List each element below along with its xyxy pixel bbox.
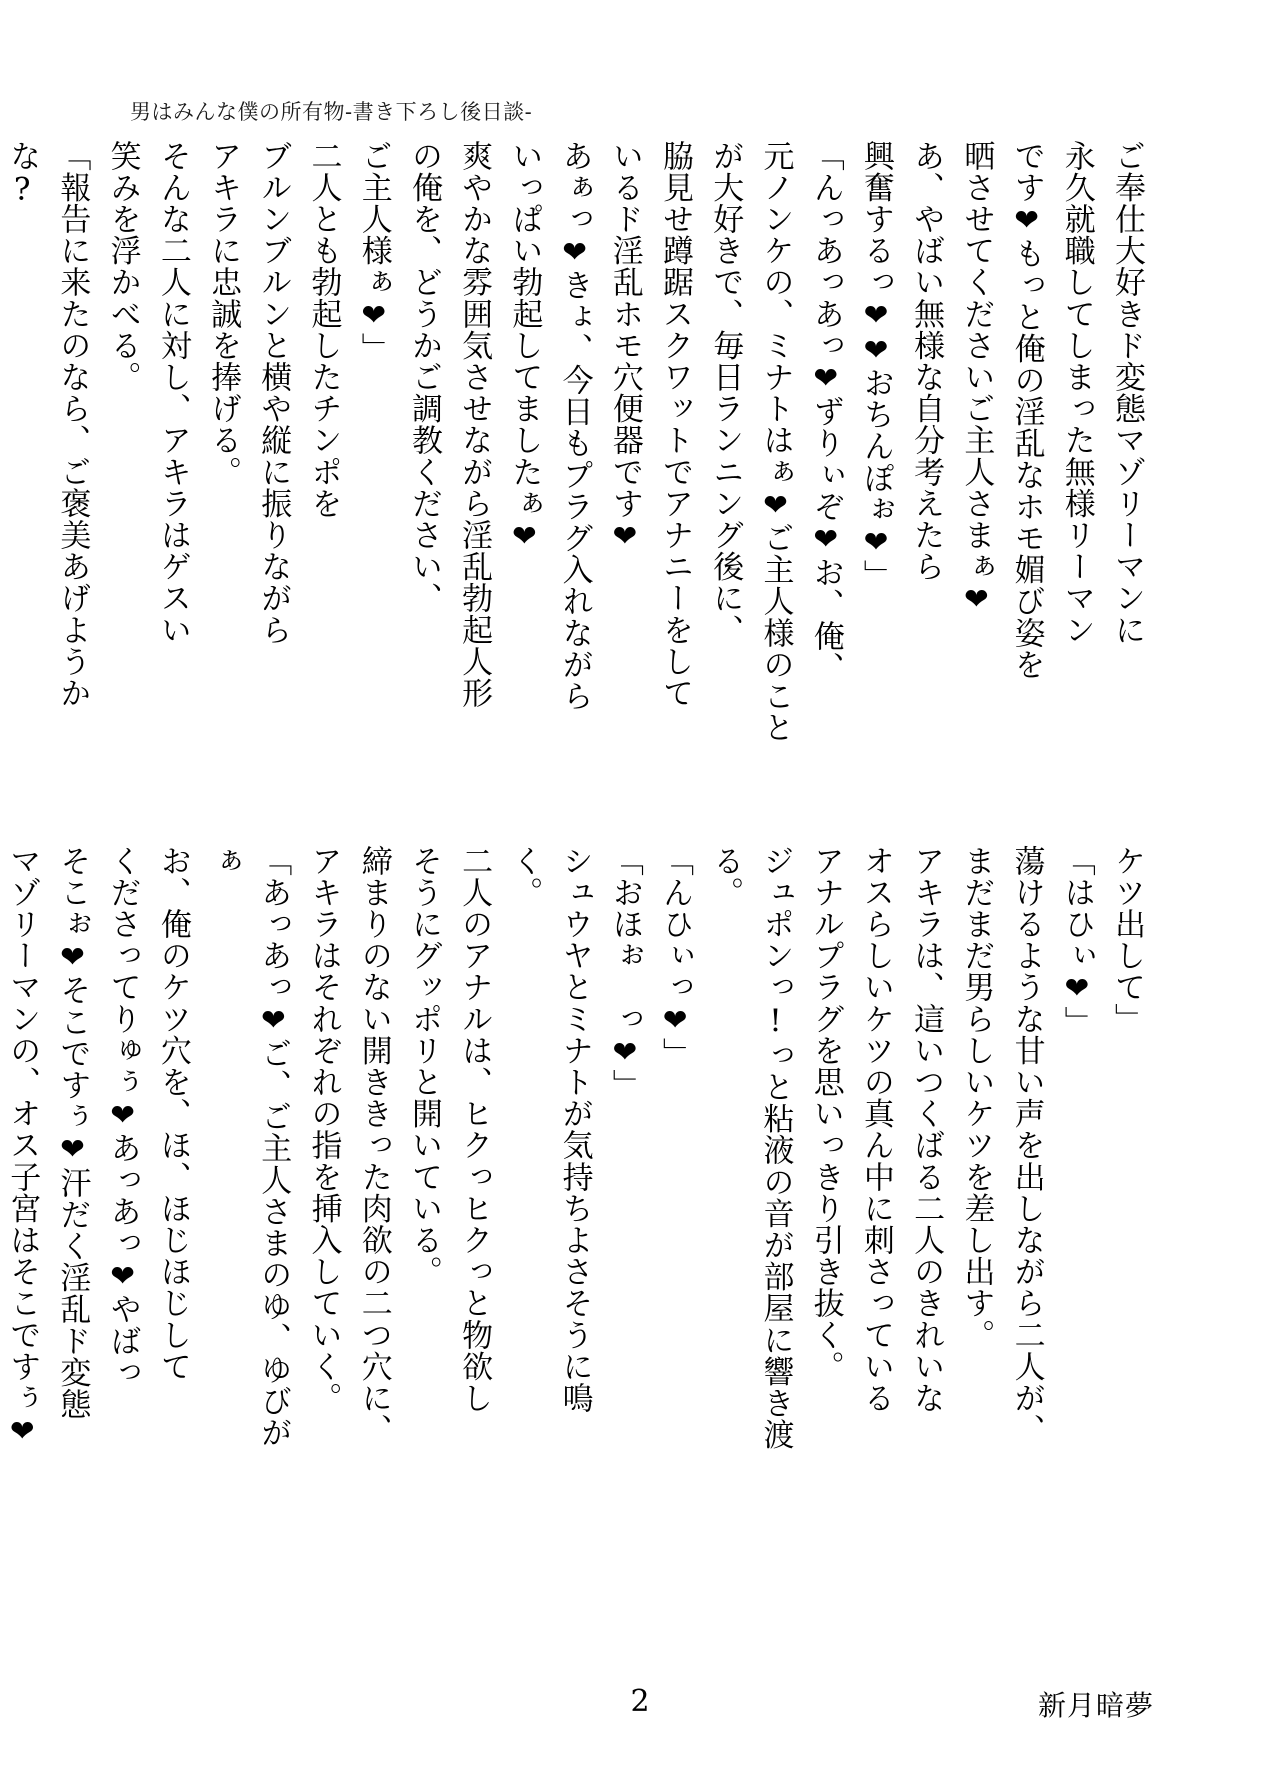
page-number: 2 [630, 1684, 650, 1719]
text-run: の俺を、どうかご調教ください、 [405, 140, 442, 614]
text-run: きょ、今日もプラグ入れながら [556, 269, 593, 712]
block-one-line [198, 140, 248, 760]
block-two-line [97, 845, 147, 1465]
heart-icon: ❤ [607, 519, 642, 554]
block-one-line [951, 140, 1001, 760]
text-run: ジュポンっ!っと粘液の音が部屋に響き渡る。 [707, 845, 794, 1451]
text-run: 笑みを浮かべる。 [104, 140, 141, 393]
block-two-line [650, 845, 700, 1465]
text-run: そうにグッポリと開いている。 [405, 845, 442, 1288]
heart-icon: ❤ [55, 939, 90, 975]
running-header: 男はみんな僕の所有物-書き下ろし後日談- [130, 100, 533, 124]
heart-icon: ❤ [55, 1132, 90, 1168]
block-two-line [600, 845, 650, 1465]
block-one-line [800, 140, 850, 760]
block-one-line [1052, 140, 1102, 760]
block-one-line [650, 140, 700, 760]
text-run: マゾリーマンの、オス子宮はそこですぅ [4, 845, 41, 1414]
text-run: 永久就職してしまった無様リーマン [1058, 140, 1095, 646]
block-two-line [1001, 845, 1051, 1465]
block-one-line [750, 140, 800, 760]
text-run: 二人のアナルは、ヒクっヒクっと物欲し [456, 845, 493, 1414]
block-one-line [298, 140, 348, 760]
text-run: 蕩けるような甘い声を出しながら二人が、 [1008, 845, 1045, 1446]
block-two-line [399, 845, 449, 1465]
text-run: 爽やかな雰囲気させながら淫乱勃起人形 [456, 140, 493, 709]
text-run: 二人とも勃起したチンポを [305, 140, 342, 520]
block-two-line [47, 845, 97, 1465]
block-one-line [901, 140, 951, 760]
text-run: いるド淫乱ホモ穴便器です [606, 140, 643, 520]
heart-icon: ❤ [808, 361, 843, 396]
block-two-line [1102, 845, 1152, 1465]
block-one-line [0, 140, 97, 760]
text-run: ケツ出して」 [1109, 845, 1145, 1035]
block-one-line [600, 140, 650, 760]
heart-icon: ❤ [607, 1034, 642, 1070]
block-two-line [298, 845, 348, 1465]
block-one-line [499, 140, 549, 760]
heart-icon: ❤ [808, 522, 843, 557]
text-run: 興奮するっ [857, 140, 894, 298]
text-run: そんな二人に対し、アキラはゲスい [154, 140, 191, 646]
text-run: 「んっあっあっ [807, 140, 844, 362]
text-run: やばっ [104, 1293, 141, 1389]
block-two-line [951, 845, 1001, 1465]
heart-icon: ❤ [959, 582, 994, 618]
text-run: 」 [1058, 1006, 1095, 1038]
block-one-line [700, 140, 750, 760]
block-one-line [148, 140, 198, 760]
heart-icon: ❤ [105, 1097, 140, 1133]
text-run: 「おほぉ っ [606, 845, 643, 1035]
author-credit: 新月暗夢 [1037, 1689, 1154, 1722]
heart-icon: ❤ [758, 487, 793, 523]
text-run: オスらしいケツの真ん中に刺さっている [857, 845, 894, 1414]
text-block-two [4, 845, 1152, 1465]
heart-icon: ❤ [858, 332, 893, 368]
text-run: 」 [355, 332, 392, 365]
block-one-line [851, 140, 901, 760]
text-run: 締まりのない開ききった肉欲の二つ穴に、 [355, 845, 392, 1446]
text-run: 元ノンケの、ミナトはぁ [757, 140, 794, 488]
text-run: いっぱい勃起してましたぁ [506, 140, 543, 520]
block-two-line [1052, 845, 1102, 1465]
text-run: 」 [606, 1069, 643, 1101]
block-one-line [549, 140, 599, 760]
text-run: 「あっあっ [255, 845, 292, 1003]
text-run: 「はひぃ [1058, 845, 1095, 972]
block-two-line [349, 845, 399, 1465]
heart-icon: ❤ [1009, 203, 1044, 238]
text-run: アキラはそれぞれの指を挿入していく。 [305, 845, 342, 1414]
text-run: 「んひぃっ [657, 845, 694, 1003]
text-run: あ、やばい無様な自分考えたら [908, 140, 945, 583]
text-run: 」 [857, 559, 894, 592]
block-two-line [700, 845, 800, 1465]
block-two-line [148, 845, 198, 1465]
heart-icon: ❤ [858, 298, 893, 333]
text-run: アキラは、這いつくばる二人のきれいな [908, 845, 945, 1414]
block-two-line [198, 845, 298, 1465]
text-run: そこですぅ [54, 974, 91, 1133]
text-run: アナルプラグを思いっきり引き抜く。 [807, 845, 844, 1383]
heart-icon: ❤ [557, 234, 592, 270]
heart-icon: ❤ [658, 1003, 693, 1038]
text-run: が大好きで、毎日ランニング後に、 [707, 140, 744, 646]
text-run: あぁっ [556, 140, 593, 235]
text-run: お、俺のケツ穴を、ほ、ほじほじして [154, 845, 191, 1383]
block-one-line [97, 140, 147, 760]
block-one-line [248, 140, 298, 760]
text-run: 汗だく淫乱ド変態 [54, 1167, 91, 1420]
text-run: おちんぽぉ [857, 367, 894, 526]
text-run: です [1008, 140, 1045, 204]
text-run: ご主人様のこと [757, 522, 794, 744]
heart-icon: ❤ [1059, 971, 1094, 1007]
block-one-line [1102, 140, 1152, 760]
text-run: くださってりゅぅ [104, 845, 141, 1098]
text-run: 晒させてくださいご主人さまぁ [958, 140, 995, 583]
text-run: ずりぃぞ [807, 395, 844, 523]
text-run: ブルンブルンと横や縦に振りながら [255, 140, 292, 646]
block-two-line [0, 845, 47, 1465]
heart-icon: ❤ [858, 525, 893, 560]
text-run: ご奉仕大好きド変態マゾリーマンに [1109, 140, 1145, 646]
block-one-line [1001, 140, 1051, 760]
heart-icon: ❤ [507, 519, 542, 554]
heart-icon: ❤ [5, 1413, 40, 1449]
text-run: ご、ご主人さまのゆ、ゆびがぁ [205, 845, 292, 1449]
text-run: もっと俺の淫乱なホモ媚び姿を [1008, 237, 1045, 681]
heart-icon: ❤ [105, 1258, 140, 1294]
block-two-line [800, 845, 850, 1465]
block-two-line [499, 845, 599, 1465]
block-two-line [449, 845, 499, 1465]
text-run: 「報告に来たのなら、ご褒美あげようかな? [4, 140, 91, 709]
text-block-one [4, 140, 1152, 760]
text-run: 脇見せ蹲踞スクワットでアナニーをして [657, 140, 694, 709]
block-two-line [851, 845, 901, 1465]
text-run: 」 [657, 1037, 694, 1070]
block-two-line [901, 845, 951, 1465]
block-one-line [449, 140, 499, 760]
text-run: あっあっ [104, 1132, 141, 1259]
block-one-line [399, 140, 449, 760]
text-run: まだまだ男らしいケツを差し出す。 [958, 845, 995, 1351]
text-run: そこぉ [54, 845, 91, 940]
text-run: ご主人様ぁ [355, 140, 392, 298]
block-one-line [349, 140, 399, 760]
text-run: シュウヤとミナトが気持ちよさそうに鳴く。 [506, 845, 593, 1414]
text-run: お、俺、 [807, 556, 844, 684]
heart-icon: ❤ [356, 298, 391, 333]
text-run: アキラに忠誠を捧げる。 [205, 140, 242, 488]
heart-icon: ❤ [256, 1003, 291, 1038]
